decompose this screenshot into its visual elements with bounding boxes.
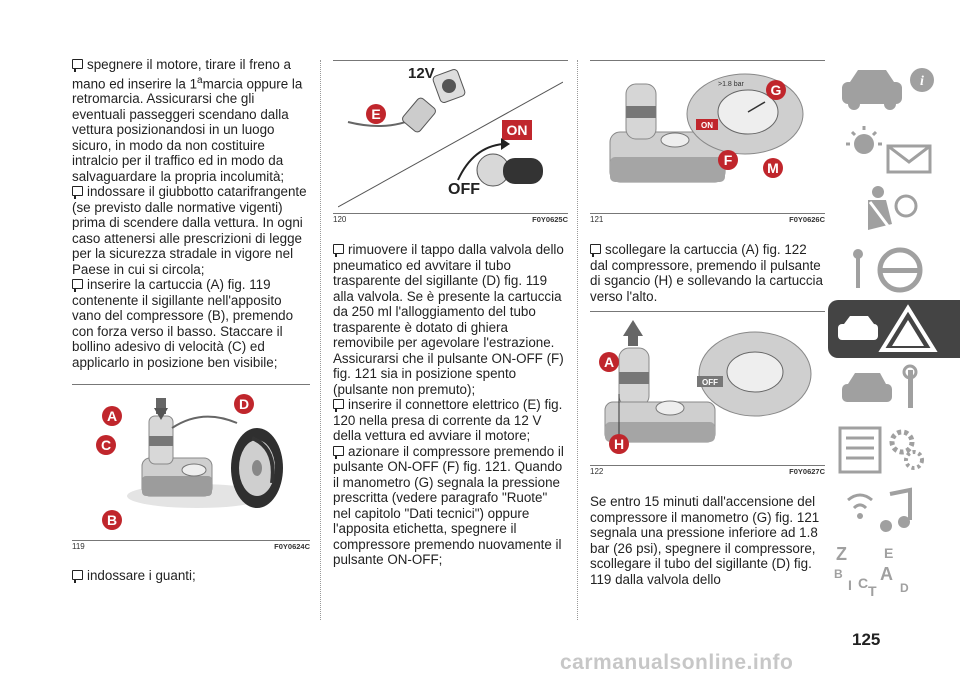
car-info-icon (828, 60, 960, 118)
figure-119 (92, 388, 292, 536)
paragraph: Se entro 15 minuti dall'accensione del compressore il manometro (G) fig. 121 segnala una pressione inferiore ad 1.8 bar (26 psi), spegnere il compressore, scollegare il tubo del sigillante (D) fig. 119 dalla valvola dello (590, 494, 820, 587)
label-e: E (371, 106, 381, 122)
checkbox-bullet-icon (72, 279, 83, 289)
figure-code: F0Y0624C (274, 542, 310, 551)
label-a: A (603, 354, 615, 370)
figure-top-rule (72, 384, 310, 385)
tab-safety[interactable] (828, 180, 960, 238)
label-b: B (106, 512, 118, 528)
checkbox-bullet-icon (72, 59, 83, 69)
checkbox-bullet-icon (333, 244, 344, 254)
tab-emergency[interactable] (828, 300, 960, 358)
tab-warning-lights[interactable] (828, 120, 960, 178)
tab-maintenance[interactable] (828, 360, 960, 418)
svg-text:Z: Z (836, 544, 847, 564)
seat-airbag-icon (828, 180, 960, 238)
checkbox-bullet-icon (333, 399, 344, 409)
figure-top-rule (333, 60, 568, 61)
label-off: OFF (702, 378, 718, 387)
label-h: H (613, 436, 625, 452)
figure-number: 119 (72, 542, 85, 551)
steering-key-icon (828, 240, 960, 298)
label-a: A (106, 408, 118, 424)
svg-text:E: E (884, 545, 894, 561)
figure-code: F0Y0627C (789, 467, 825, 476)
svg-text:I: I (848, 577, 852, 593)
label-off: OFF (448, 181, 480, 198)
svg-text:A: A (880, 564, 893, 584)
checkbox-bullet-icon (590, 244, 601, 254)
checkbox-bullet-icon (72, 186, 83, 196)
figure-bottom-rule (590, 213, 825, 214)
label-f: F (723, 152, 733, 168)
checkbox-bullet-icon (72, 570, 83, 580)
figure-number: 121 (590, 215, 604, 224)
paragraph: spegnere il motore, tirare il freno a mano ed inserire la 1$^a$marcia oppure la retromarcia. Assicurarsi che gli eventuali passeggeri scendano dalla vettura posizionandosi in un luogo sicuro, in modo da non costituire intralcio per il traffico ed in modo da salvaguardare la propria incolumità; indossare il giubbotto catarifrangente (se previsto dalle normative vigenti) prima di scendere dalla vettura. In ogni caso attenersi alle prescrizioni di legge per la sicurezza stradale in vigore nel Paese in cui si circola; inserire la cartuccia (A) fig. 119 contenente il sigillante nell'apposito vano del compressore (B), premendo con forza verso il basso. Staccare il bollino adesivo di velocità (C) ed applicarlo in posizione ben visibile; (72, 57, 307, 370)
label-d: D (238, 396, 250, 412)
page-number: 125 (852, 630, 881, 649)
figure-bottom-rule (72, 540, 310, 541)
svg-text:T: T (868, 583, 877, 598)
tab-technical-data[interactable] (828, 420, 960, 478)
column-divider (320, 60, 321, 620)
svg-text:i: i (920, 74, 924, 89)
figure-code: F0Y0625C (532, 215, 568, 224)
figure-122 (595, 314, 815, 462)
label-m: M (767, 160, 779, 176)
checkbox-bullet-icon (333, 446, 344, 456)
figure-bottom-rule (590, 465, 825, 466)
figure-top-rule (590, 60, 825, 61)
label-12v: 12V (408, 65, 435, 82)
label-on: ON (506, 122, 528, 138)
figure-number: 120 (333, 215, 347, 224)
emergency-triangle-icon (828, 300, 960, 358)
figure-121 (600, 62, 815, 210)
figure-code: F0Y0626C (789, 215, 825, 224)
figure-number: 122 (590, 467, 604, 476)
tab-starting-driving[interactable] (828, 240, 960, 298)
index-icon (828, 540, 960, 598)
car-service-icon (828, 360, 960, 418)
multimedia-icon (828, 480, 960, 538)
label-pressure: >1.8 bar (718, 81, 744, 88)
tab-index[interactable] (828, 540, 960, 598)
tab-multimedia[interactable] (828, 480, 960, 538)
footer-watermark[interactable]: carmanualsonline.info (560, 651, 794, 674)
paragraph: scollegare la cartuccia (A) fig. 122 dal compressore, premendo il pulsante di sgancio (H) e sollevando la cartuccia verso l'alto. (590, 242, 823, 304)
figure-top-rule (590, 311, 825, 312)
column-divider (577, 60, 578, 620)
technical-data-icon (828, 420, 960, 478)
label-g: G (770, 82, 782, 98)
svg-text:B: B (834, 567, 843, 581)
svg-text:D: D (900, 581, 909, 595)
label-on: ON (701, 121, 713, 130)
svg-text:C: C (858, 575, 869, 591)
figure-120 (338, 62, 563, 210)
warning-lights-icon (828, 120, 960, 178)
label-c: C (100, 437, 112, 453)
paragraph: rimuovere il tappo dalla valvola dello pneumatico ed avvitare il tubo trasparente del sigillante (D) fig. 119 alla valvola. Se è presente la cartuccia da 250 ml l'alloggiamento del tubo trasparente è dotato di ghiera removibile per agevolare l'estrazione. Assicurarsi che il pulsante ON-OFF (F) fig. 121 sia in posizione spento (pulsante non premuto); inserire il connettore elettrico (E) fig. 120 nella presa di corrente da 12 V della vettura ed avviare il motore; azionare il compressore premendo il pulsante ON-OFF (F) fig. 121. Quando il manometro (G) segnala la pressione prescritta (vedere paragrafo "Ruote" nel capitolo "Dati tecnici") oppure l'apposita etichetta, spegnere il compressore premendo nuovamente il pulsante ON-OFF; (333, 242, 564, 567)
figure-bottom-rule (333, 213, 568, 214)
paragraph: indossare i guanti; (72, 568, 310, 584)
tab-car-info[interactable] (828, 60, 960, 118)
